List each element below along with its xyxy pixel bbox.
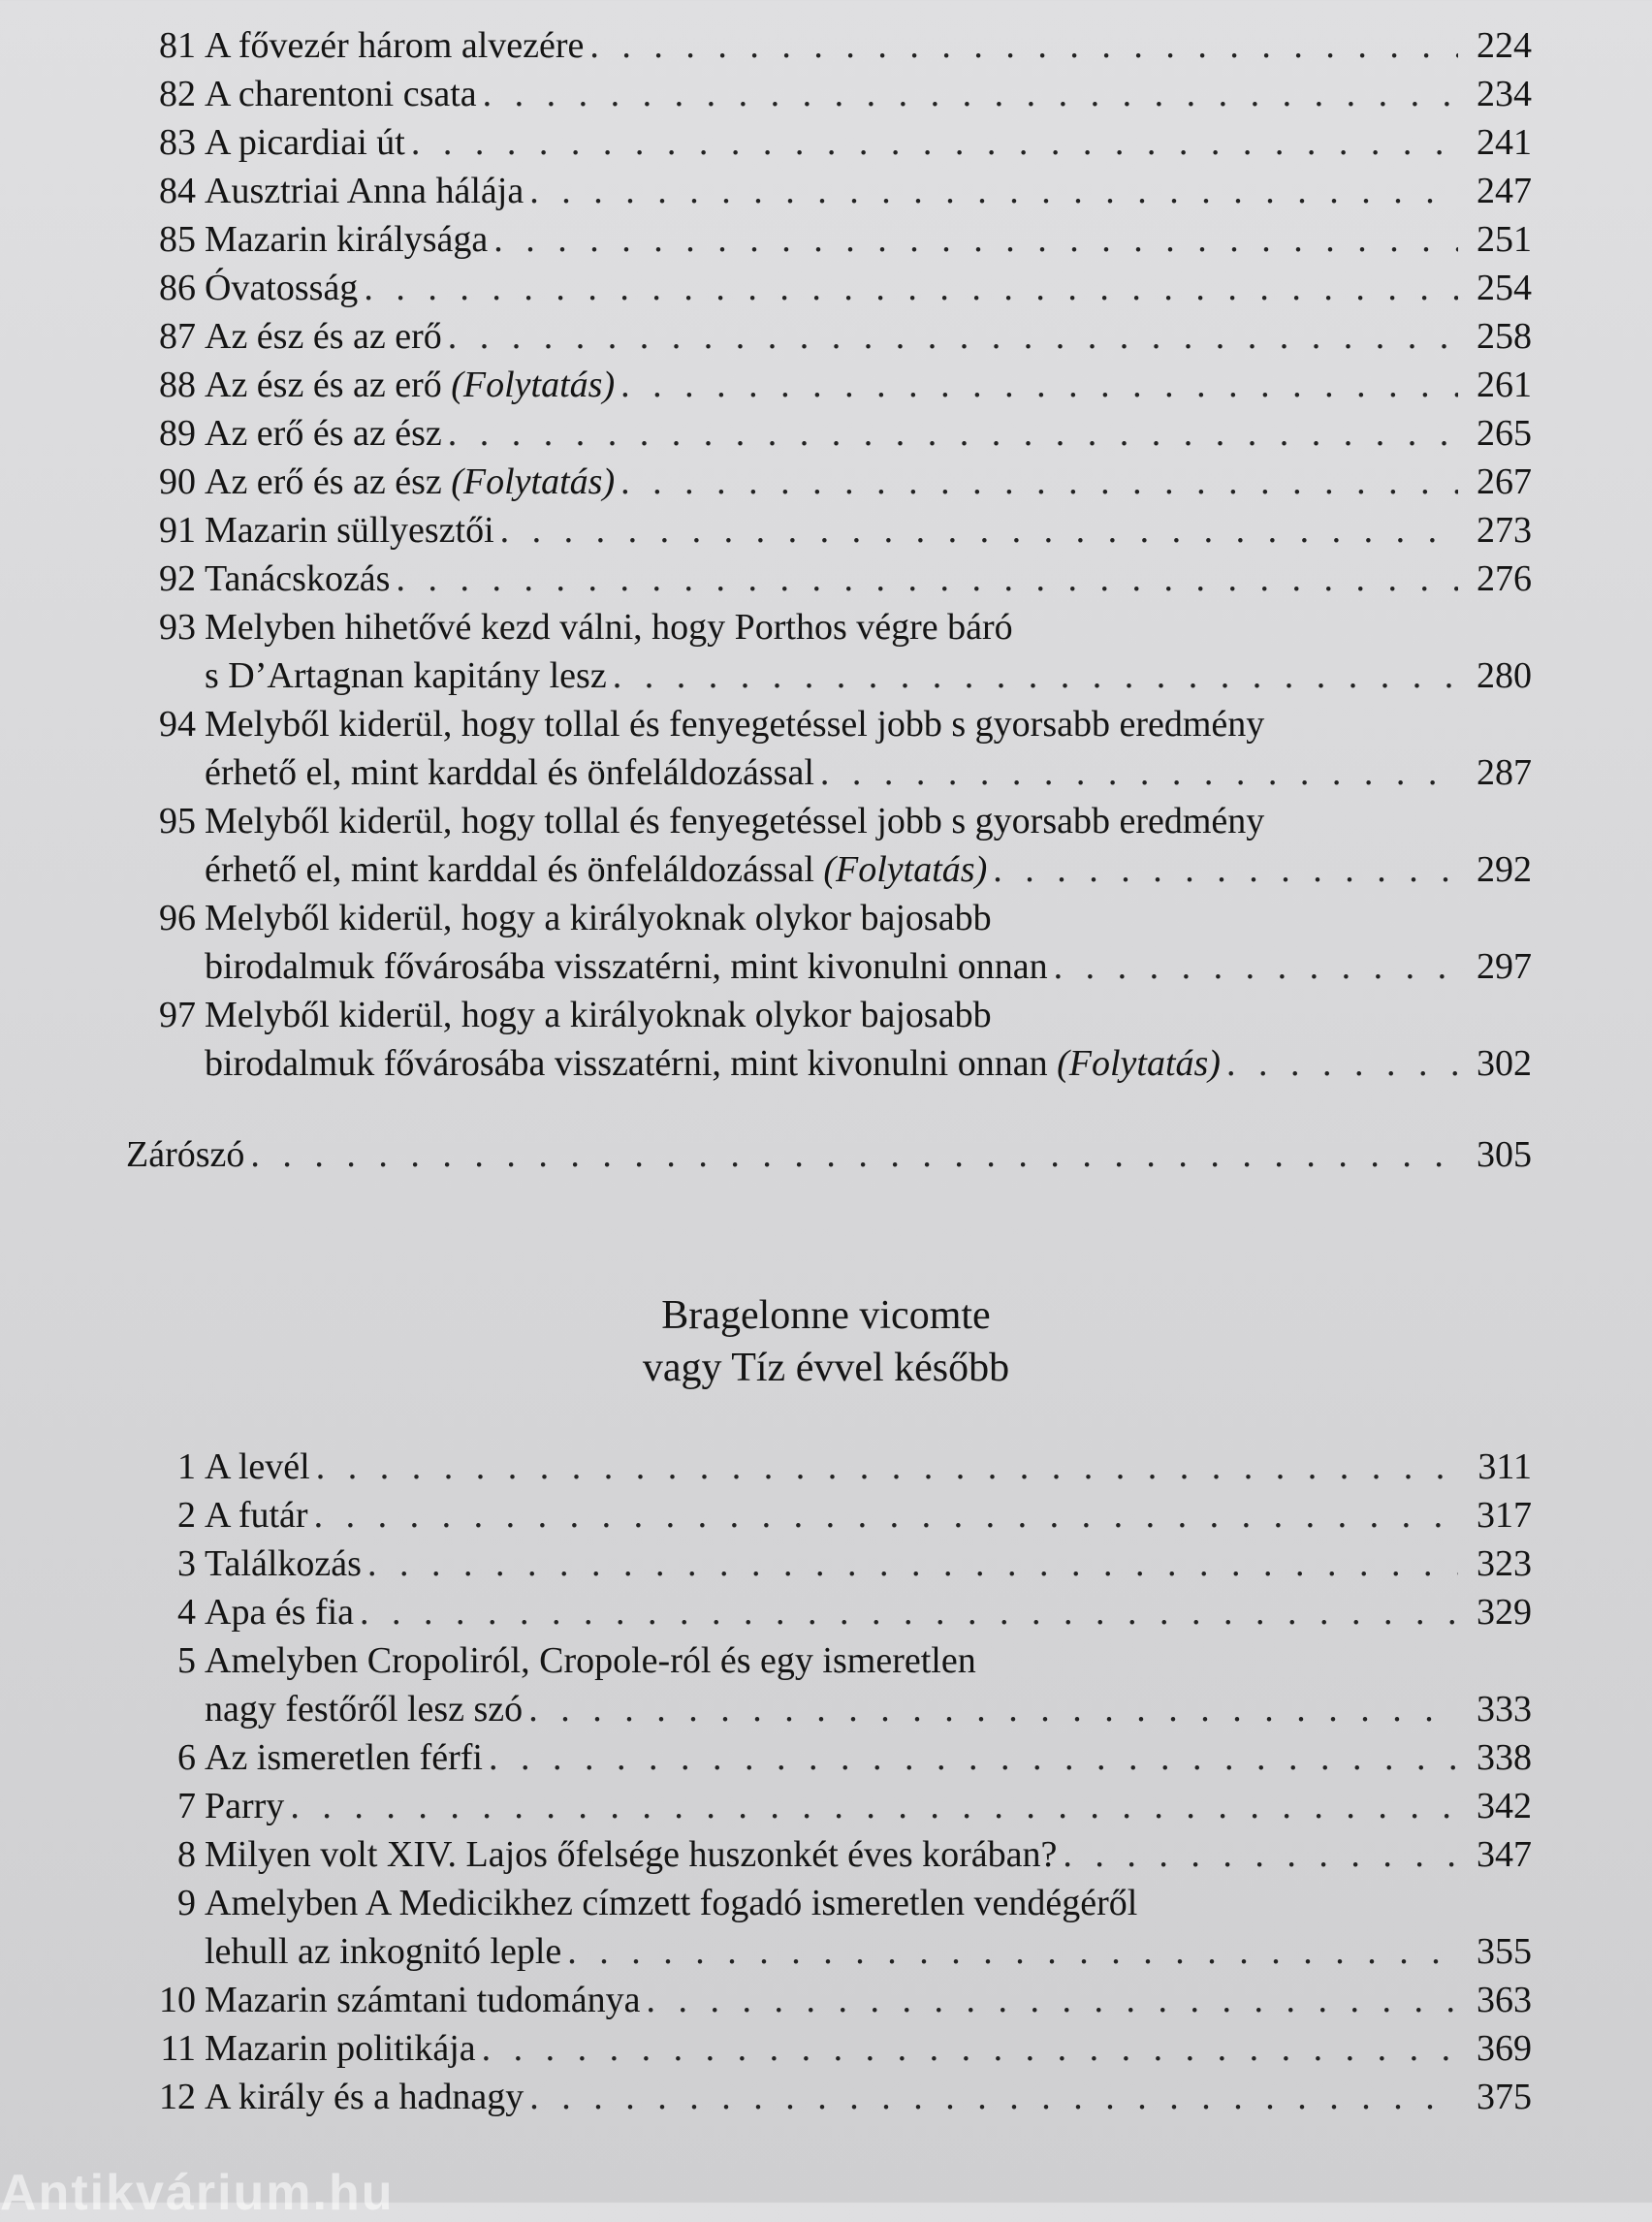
- page-number: 342: [1477, 1786, 1532, 1826]
- toc-entry: [126, 603, 1532, 700]
- chapter-number: 97: [159, 995, 196, 1035]
- chapter-title: A király és a hadnagy: [205, 2077, 524, 2117]
- page-number: 287: [1477, 752, 1532, 793]
- chapter-title: A futár: [205, 1495, 308, 1536]
- toc-entry: [126, 312, 1532, 361]
- chapter-number: 96: [159, 898, 196, 938]
- page-number: 267: [1477, 461, 1532, 502]
- continuation-note: (Folytatás): [451, 365, 616, 405]
- dot-leader: [448, 409, 1458, 458]
- toc-entry: [126, 215, 1532, 264]
- dot-leader: [482, 2024, 1458, 2073]
- toc-entry: [126, 2073, 1532, 2121]
- toc-entry-line: [126, 942, 1532, 991]
- chapter-title: A charentoni csata: [205, 74, 477, 114]
- chapter-number: 10: [159, 1980, 196, 2020]
- toc-entry-line: [126, 748, 1532, 797]
- chapter-title: birodalmuk fővárosába visszatérni, mint kivonulni onnan: [205, 946, 1048, 987]
- toc-entry: [126, 2024, 1532, 2073]
- toc-entry-line: [126, 1976, 1532, 2024]
- chapter-number: 92: [159, 558, 196, 599]
- page-number: 355: [1477, 1931, 1532, 1972]
- dot-leader: [647, 1976, 1458, 2024]
- section-heading: [0, 1289, 1652, 1394]
- chapter-number: 6: [177, 1737, 196, 1778]
- chapter-number: 87: [159, 316, 196, 357]
- page-number: 273: [1477, 510, 1532, 551]
- toc-entry: [126, 1976, 1532, 2024]
- dot-leader: [567, 1927, 1458, 1976]
- chapter-title: Zárószó: [126, 1134, 245, 1175]
- chapter-number: 86: [159, 268, 196, 308]
- toc-entry-line: [126, 409, 1532, 458]
- dot-leader: [820, 748, 1458, 797]
- dot-leader: [529, 2073, 1458, 2121]
- chapter-number: 95: [159, 801, 196, 841]
- toc-entry: [126, 1733, 1532, 1782]
- chapter-title: Melyből kiderül, hogy tollal és fenyegetéssel jobb s gyorsabb eredmény: [205, 704, 1265, 745]
- toc-closing-entry: [126, 1130, 1532, 1179]
- chapter-title: birodalmuk fővárosába visszatérni, mint kivonulni onnan (Folytatás): [205, 1043, 1221, 1084]
- page-number: 369: [1477, 2028, 1532, 2069]
- dot-leader: [483, 70, 1458, 118]
- dot-leader: [613, 651, 1458, 700]
- chapter-title: Az ismeretlen férfi: [205, 1737, 483, 1778]
- page-number: 280: [1477, 655, 1532, 696]
- toc-entry: [126, 1830, 1532, 1879]
- toc-entry-line: [126, 1685, 1532, 1733]
- chapter-number: 2: [177, 1495, 196, 1536]
- chapter-title: Mazarin süllyesztői: [205, 510, 494, 551]
- toc-entry-line: [126, 2073, 1532, 2121]
- toc-entry: [126, 1540, 1532, 1588]
- toc-entry-line: [126, 1491, 1532, 1540]
- toc-entry: [126, 361, 1532, 409]
- toc-entry-line: [126, 2024, 1532, 2073]
- dot-leader: [489, 1733, 1458, 1782]
- dot-leader: [493, 215, 1458, 264]
- section-title-line-2: vagy Tíz évvel később: [642, 1346, 1010, 1390]
- chapter-number: 85: [159, 219, 196, 260]
- chapter-title: Az ész és az erő: [205, 316, 442, 357]
- page-number: 311: [1477, 1446, 1532, 1487]
- dot-leader: [1226, 1039, 1458, 1088]
- watermark: Antikvárium.hu: [0, 2165, 395, 2221]
- toc-entry-line: [126, 361, 1532, 409]
- toc-entry: [126, 70, 1532, 118]
- chapter-number: 90: [159, 461, 196, 502]
- chapter-number: 7: [177, 1786, 196, 1826]
- chapter-title: Mazarin számtani tudománya: [205, 1980, 641, 2020]
- dot-leader: [528, 1685, 1458, 1733]
- page-number: 333: [1477, 1689, 1532, 1730]
- section-title-line-1: Bragelonne vicomte: [661, 1293, 991, 1338]
- dot-leader: [360, 1588, 1458, 1636]
- chapter-title: Ausztriai Anna hálája: [205, 171, 524, 211]
- toc-entry-line: [126, 506, 1532, 555]
- chapter-title: nagy festőről lesz szó: [205, 1689, 524, 1730]
- dot-leader: [620, 458, 1458, 506]
- chapter-title: Melyből kiderül, hogy a királyoknak olykor bajosabb: [205, 995, 992, 1035]
- toc-entry-line: [126, 700, 1532, 748]
- page-number: 347: [1477, 1834, 1532, 1875]
- chapter-title: Találkozás: [205, 1543, 362, 1584]
- dot-leader: [367, 1540, 1458, 1588]
- toc-entry: [126, 409, 1532, 458]
- chapter-number: 5: [177, 1640, 196, 1681]
- toc-entry-line: [126, 1830, 1532, 1879]
- chapter-title: Óvatosság: [205, 268, 359, 308]
- chapter-number: 12: [159, 2077, 196, 2117]
- toc-entry-line: [126, 312, 1532, 361]
- table-of-contents-upper: [126, 21, 1532, 1179]
- toc-entry: [126, 1443, 1532, 1491]
- chapter-title: Az ész és az erő (Folytatás): [205, 365, 616, 405]
- toc-entry-line: [126, 70, 1532, 118]
- chapter-number: 3: [177, 1543, 196, 1584]
- toc-entry-line: [126, 1588, 1532, 1636]
- page-number: 323: [1477, 1543, 1532, 1584]
- chapter-title: érhető el, mint karddal és önfeláldozással (Folytatás): [205, 849, 988, 890]
- chapter-number: 81: [159, 25, 196, 66]
- page-number: 247: [1477, 171, 1532, 211]
- chapter-title: Amelyben A Medicikhez címzett fogadó ismeretlen vendégéről: [205, 1883, 1138, 1923]
- page-number: 338: [1477, 1737, 1532, 1778]
- toc-entry-line: [126, 1636, 1532, 1685]
- chapter-title: s D’Artagnan kapitány lesz: [205, 655, 607, 696]
- toc-entry-line: [126, 1130, 1532, 1179]
- dot-leader: [316, 1443, 1458, 1491]
- toc-entry-line: [126, 167, 1532, 215]
- toc-entry-line: [126, 797, 1532, 845]
- dot-leader: [396, 555, 1458, 603]
- toc-entry-line: [126, 215, 1532, 264]
- page-number: 224: [1477, 25, 1532, 66]
- page-number: 241: [1477, 122, 1532, 163]
- toc-entry-line: [126, 264, 1532, 312]
- dot-leader: [500, 506, 1458, 555]
- toc-entry-line: [126, 1039, 1532, 1088]
- chapter-title: lehull az inkognitó leple: [205, 1931, 562, 1972]
- dot-leader: [529, 167, 1458, 215]
- toc-entry: [126, 1636, 1532, 1733]
- chapter-number: 91: [159, 510, 196, 551]
- dot-leader: [1054, 942, 1458, 991]
- continuation-note: (Folytatás): [823, 849, 988, 890]
- chapter-number: 9: [177, 1883, 196, 1923]
- toc-entry: [126, 21, 1532, 70]
- toc-entry: [126, 506, 1532, 555]
- chapter-number: 11: [160, 2028, 196, 2069]
- toc-entry-line: [126, 991, 1532, 1039]
- chapter-number: 89: [159, 413, 196, 454]
- dot-leader: [1063, 1830, 1458, 1879]
- toc-entry-line: [126, 1540, 1532, 1588]
- page-number: 251: [1477, 219, 1532, 260]
- toc-entry: [126, 1879, 1532, 1976]
- page-number: 375: [1477, 2077, 1532, 2117]
- dot-leader: [364, 264, 1458, 312]
- continuation-note: (Folytatás): [1057, 1043, 1221, 1084]
- page-number: 297: [1477, 946, 1532, 987]
- toc-entry: [126, 1782, 1532, 1830]
- table-of-contents-lower: [126, 1443, 1532, 2121]
- chapter-number: 94: [159, 704, 196, 745]
- toc-entry: [126, 264, 1532, 312]
- toc-entry-line: [126, 845, 1532, 894]
- toc-entry-line: [126, 1927, 1532, 1976]
- dot-leader: [411, 118, 1458, 167]
- chapter-title: Mazarin királysága: [205, 219, 489, 260]
- chapter-title: Melyből kiderül, hogy a királyoknak olykor bajosabb: [205, 898, 992, 938]
- toc-entry: [126, 555, 1532, 603]
- page-number: 234: [1477, 74, 1532, 114]
- page-number: 329: [1477, 1592, 1532, 1633]
- toc-entry-line: [126, 458, 1532, 506]
- toc-entry: [126, 458, 1532, 506]
- toc-entry: [126, 797, 1532, 894]
- page-number: 292: [1477, 849, 1532, 890]
- toc-entry: [126, 118, 1532, 167]
- chapter-title: Apa és fia: [205, 1592, 355, 1633]
- chapter-number: 4: [177, 1592, 196, 1633]
- toc-entry: [126, 1588, 1532, 1636]
- toc-entry: [126, 167, 1532, 215]
- dot-leader: [290, 1782, 1458, 1830]
- toc-entry-line: [126, 1879, 1532, 1927]
- chapter-title: Mazarin politikája: [205, 2028, 476, 2069]
- toc-entry-line: [126, 555, 1532, 603]
- toc-entry-line: [126, 1733, 1532, 1782]
- chapter-number: 82: [159, 74, 196, 114]
- chapter-title: Melyben hihetővé kezd válni, hogy Porthos végre báró: [205, 607, 1013, 648]
- page-number: 254: [1477, 268, 1532, 308]
- chapter-number: 1: [177, 1446, 196, 1487]
- chapter-number: 93: [159, 607, 196, 648]
- dot-leader: [589, 21, 1458, 70]
- chapter-title: Milyen volt XIV. Lajos őfelsége huszonkét éves korában?: [205, 1834, 1058, 1875]
- chapter-title: A levél: [205, 1446, 310, 1487]
- page-number: 265: [1477, 413, 1532, 454]
- chapter-title: érhető el, mint karddal és önfeláldozással: [205, 752, 814, 793]
- page-number: 363: [1477, 1980, 1532, 2020]
- toc-entry: [126, 1491, 1532, 1540]
- toc-entry-line: [126, 118, 1532, 167]
- toc-entry: [126, 700, 1532, 797]
- dot-leader: [448, 312, 1458, 361]
- chapter-title: Parry: [205, 1786, 285, 1826]
- chapter-title: Amelyben Cropoliról, Cropole-ról és egy ismeretlen: [205, 1640, 976, 1681]
- toc-entry-line: [126, 1782, 1532, 1830]
- toc-entry-line: [126, 603, 1532, 651]
- chapter-number: 88: [159, 365, 196, 405]
- toc-entry-line: [126, 651, 1532, 700]
- continuation-note: (Folytatás): [451, 461, 616, 502]
- chapter-title: A picardiai út: [205, 122, 405, 163]
- chapter-title: Az erő és az ész: [205, 413, 442, 454]
- chapter-title: A fővezér három alvezére: [205, 25, 585, 66]
- chapter-title: Az erő és az ész (Folytatás): [205, 461, 616, 502]
- chapter-title: Tanácskozás: [205, 558, 391, 599]
- page-number: 276: [1477, 558, 1532, 599]
- dot-leader: [993, 845, 1458, 894]
- page-number: 258: [1477, 316, 1532, 357]
- dot-leader: [250, 1130, 1458, 1179]
- page-number: 302: [1477, 1043, 1532, 1084]
- toc-entry-line: [126, 1443, 1532, 1491]
- toc-entry: [126, 991, 1532, 1088]
- chapter-number: 8: [177, 1834, 196, 1875]
- page-number: 317: [1477, 1495, 1532, 1536]
- toc-entry-line: [126, 21, 1532, 70]
- chapter-title: Melyből kiderül, hogy tollal és fenyegetéssel jobb s gyorsabb eredmény: [205, 801, 1265, 841]
- chapter-number: 83: [159, 122, 196, 163]
- dot-leader: [620, 361, 1458, 409]
- toc-entry: [126, 894, 1532, 991]
- page-number: 261: [1477, 365, 1532, 405]
- toc-entry-line: [126, 894, 1532, 942]
- page-number: 305: [1477, 1134, 1532, 1175]
- dot-leader: [314, 1491, 1458, 1540]
- chapter-number: 84: [159, 171, 196, 211]
